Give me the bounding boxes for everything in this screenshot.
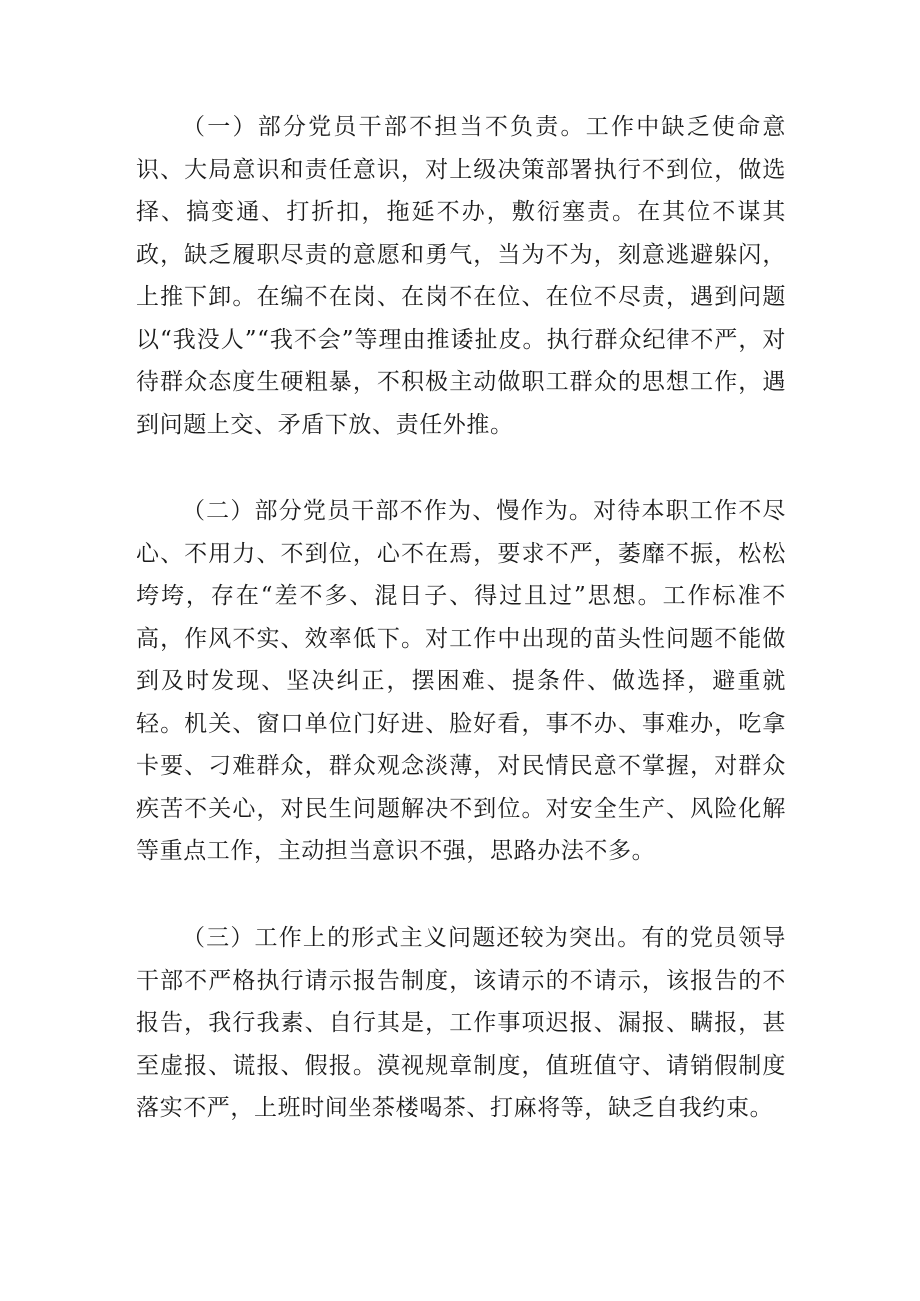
paragraph-3: （三）工作上的形式主义问题还较为突出。有的党员领导干部不严格执行请示报告制度，该请示的不请示，该报告的不报告，我行我素、自行其是，工作事项迟报、漏报、瞒报，甚至虚报、谎报、假报。漠视规章制度，值班值守、请销假制度落实不严，上班时间坐茶楼喝茶、打麻将等，缺乏自我约束。 <box>136 925 786 1121</box>
paragraph-1: （一）部分党员干部不担当不负责。工作中缺乏使命意识、大局意识和责任意识，对上级决策部署执行不到位，做选择、搞变通、打折扣，拖延不办，敷衍塞责。在其位不谋其政，缺乏履职尽责的意愿和勇气，当为不为，刻意逃避躲闪，上推下卸。在编不在岗、在岗不在位、在位不尽责，遇到问题以“我没人”“我不会”等理由推诿扯皮。执行群众纪律不严，对待群众态度生硬粗暴，不积极主动做职工群众的思想工作，遇到问题上交、矛盾下放、责任外推。 <box>136 114 786 438</box>
paragraph-2: （二）部分党员干部不作为、慢作为。对待本职工作不尽心、不用力、不到位，心不在焉，要求不严，萎靡不振，松松垮垮，存在“差不多、混日子、得过且过”思想。工作标准不高，作风不实、效率低下。对工作中出现的苗头性问题不能做到及时发现、坚决纠正，摆困难、提条件、做选择，避重就轻。机关、窗口单位门好进、脸好看，事不办、事难办，吃拿卡要、刁难群众，群众观念淡薄，对民情民意不掌握，对群众疾苦不关心，对民生问题解决不到位。对安全生产、风险化解等重点工作，主动担当意识不强，思路办法不多。 <box>136 498 786 864</box>
